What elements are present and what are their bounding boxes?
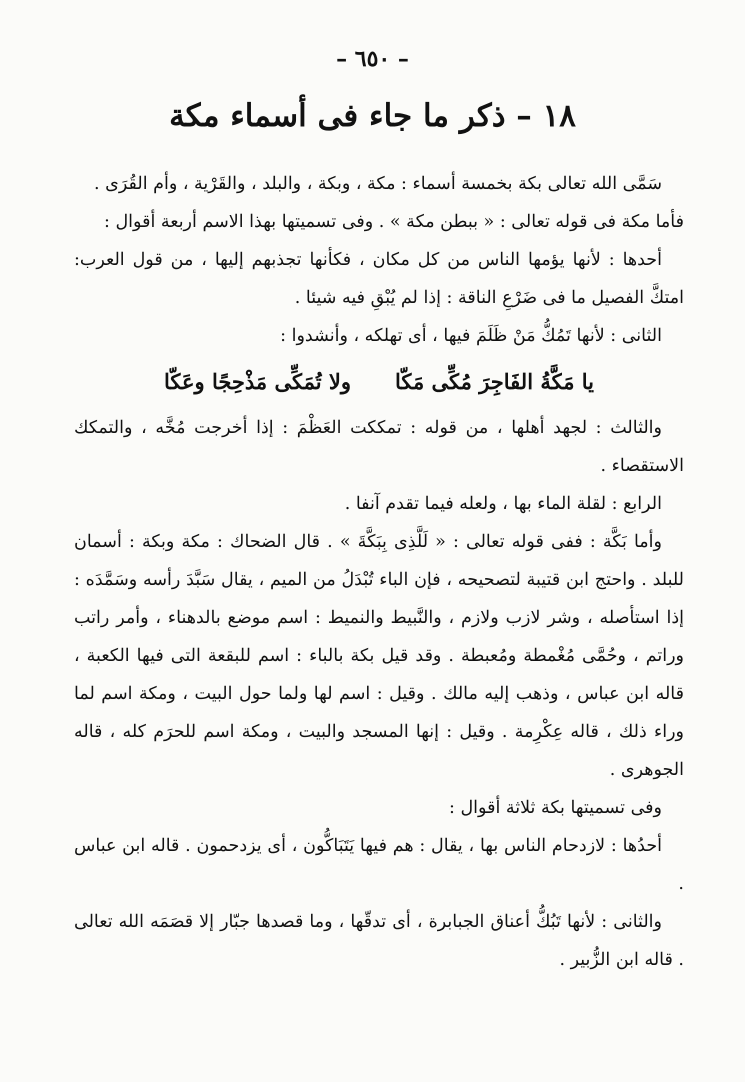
paragraph-first-opinion: أحدها : لأنها يؤمها الناس من كل مكان ، فكأنها تجذبهم إليها ، من قول العرب: امتكَّ الفصيل ما فى ضَرْعِ الناقة : إذا لم يُبْقِ فيه شيئا . bbox=[74, 250, 684, 308]
paragraph-bakka-opinions: وفى تسميتها بكة ثلاثة أقوال : bbox=[449, 798, 662, 818]
paragraph-third-opinion: والثالث : لجهد أهلها ، من قوله : تمككت العَظْمَ : إذا أخرجت مُخَّه ، والتمكك الاستقصاء . bbox=[74, 418, 684, 476]
page-body bbox=[74, 165, 684, 979]
paragraph-bakka-intro: وأما بَكَّة : ففى قوله تعالى : « لَلَّذِى بِبَكَّةَ » . قال الضحاك : مكة وبكة : أسمان للبلد . واحتج ابن قتيبة لتصحيحه ، فإن الباء تُبْدَلُ من الميم ، يقال سَبَّدَ رأسه وسَمَّدَه : إذا استأصله ، وشر لازب ولازم ، والنَّبيط والنميط : اسم موضع بالدهناء ، وأمر راتب وراتم ، وحُمَّى مُغْمطة ومُعبطة . وقد قيل بكة بالباء : اسم للبقعة التى فيها الكعبة ، قاله ابن عباس ، وذهب إليه مالك . وقيل : اسم لها ولما حول البيت ، ومكة اسم لما وراء ذلك ، قاله عِكْرِمة . وقيل : إنها المسجد والبيت ، ومكة اسم للحرَم كله ، قاله الجوهرى . bbox=[74, 532, 684, 780]
paragraph-second-opinion: الثانى : لأنها تَمُكُّ مَنْ ظَلَمَ فيها ، أى تهلكه ، وأنشدوا : bbox=[280, 326, 662, 346]
paragraph-makka-intro: فأما مكة فى قوله تعالى : « ببطن مكة » . وفى تسميتها بهذا الاسم أربعة أقوال : bbox=[104, 212, 684, 232]
paragraph-bakka-second: والثانى : لأنها تَبُكُّ أعناق الجبابرة ، أى تدقّها ، وما قصدها جبّار إلا قصَمَه الله تعالى . قاله ابن الزُّبير . bbox=[74, 912, 684, 970]
page-number: – ٦٥٠ – bbox=[336, 46, 409, 72]
poem-verse bbox=[74, 355, 684, 409]
paragraph-fourth-opinion: الرابع : لقلة الماء بها ، ولعله فيما تقدم آنفا . bbox=[344, 494, 662, 514]
paragraph-names-of-mecca: سَمَّى الله تعالى بكة بخمسة أسماء : مكة ، وبكة ، والبلد ، والقَرْية ، وأم القُرَى . bbox=[94, 174, 662, 194]
verse-hemistich-second: ولا تُمَكِّى مَذْحِجًا وعَكّا bbox=[163, 369, 351, 394]
section-heading: ١٨ – ذكر ما جاء فى أسماء مكة bbox=[169, 98, 576, 134]
paragraph-bakka-first: أحدُها : لازدحام الناس بها ، يقال : هم فيها يَتَبَاكُّون ، أى يزدحمون . قاله ابن عباس . bbox=[74, 836, 684, 894]
verse-hemistich-first: يا مَكَّةُ الفَاجِرَ مُكِّى مَكّا bbox=[395, 369, 595, 394]
